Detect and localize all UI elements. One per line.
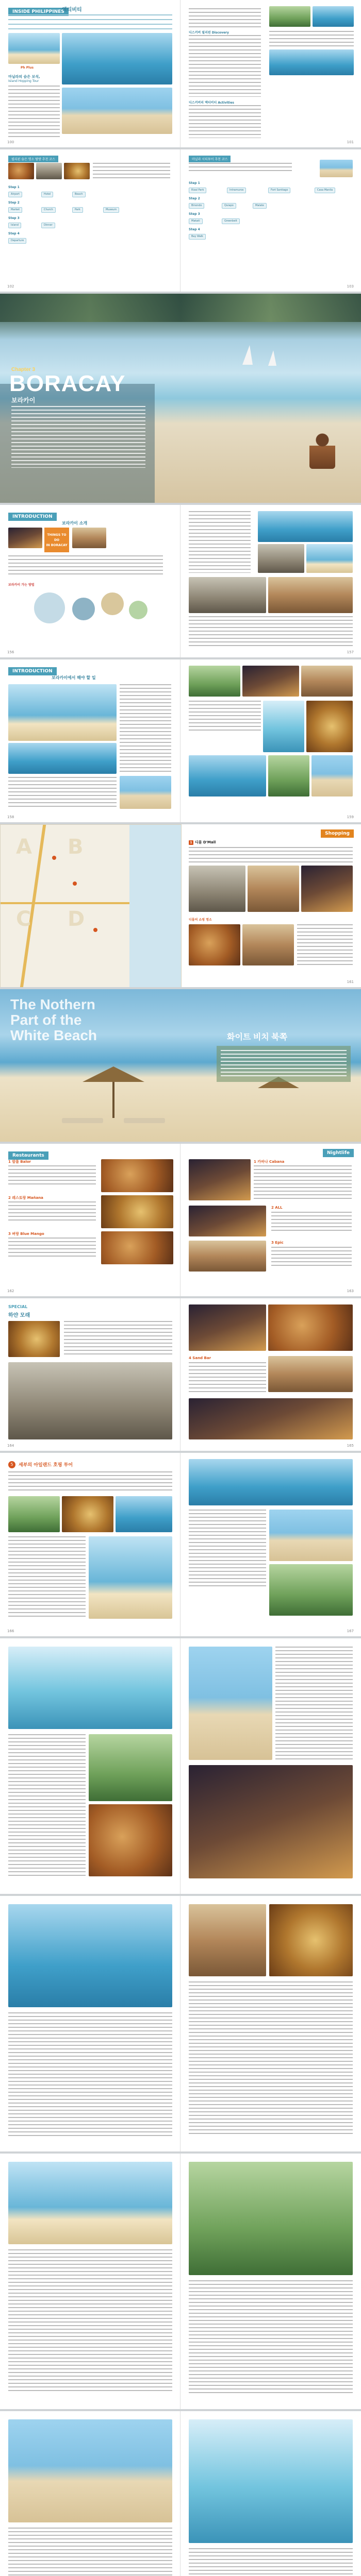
- plane-photo: [258, 511, 353, 542]
- page-number: 159: [347, 815, 354, 819]
- route-stop: Dinner: [41, 223, 55, 228]
- page-subtitle: 보라카이: [11, 397, 36, 404]
- lead-title: 마닐라의 숨은 보석,: [8, 75, 40, 79]
- terminal-photo: [258, 544, 304, 573]
- bar-photo: [189, 1398, 353, 1439]
- shop-photo: [189, 1904, 266, 1976]
- route-stop: Intramuros: [227, 188, 246, 193]
- step-1-label: Step 1: [8, 185, 20, 189]
- restaurant-desc: [8, 1238, 96, 1258]
- food-photo: [269, 1904, 353, 1976]
- page-left: [0, 505, 180, 657]
- section-header: INTRODUCTION: [8, 513, 57, 521]
- page-number: 158: [7, 815, 14, 819]
- market-photo: [36, 163, 62, 179]
- page-right: [180, 1896, 361, 2151]
- palm-photo: [268, 755, 309, 796]
- bar-title: 1 카바나 Cabana: [254, 1160, 285, 1164]
- club-photo: [189, 1304, 266, 1351]
- page-number: 166: [7, 1629, 14, 1633]
- bar-photo: [189, 1241, 266, 1272]
- cove-photo: [313, 6, 354, 27]
- page-left: [0, 2154, 180, 2409]
- spread-white-beach: [0, 989, 361, 1144]
- bar-desc: [271, 1247, 352, 1267]
- shop-desc-b: [297, 924, 353, 965]
- island-photo: [8, 1496, 60, 1532]
- route-stop: Casa Manila: [315, 188, 335, 193]
- col1-text-b: [189, 35, 261, 97]
- snorkel-photo: [269, 49, 354, 75]
- route-stop: Airport: [8, 192, 22, 197]
- intro-text: [221, 1050, 347, 1079]
- evening-photo: [189, 1765, 353, 1878]
- page-title: BORACAY: [9, 371, 126, 396]
- route-stop: Malate: [253, 203, 267, 209]
- spread-boracay-opener: [0, 294, 361, 505]
- garden-photo: [189, 666, 240, 697]
- page-left: [0, 1453, 180, 1636]
- island-photo: [189, 2162, 353, 2275]
- page-number: 163: [347, 1289, 354, 1293]
- spread-things-to-do: [0, 659, 361, 824]
- sunbed: [62, 1118, 103, 1123]
- page-left: [0, 2411, 180, 2576]
- stall-photo: [248, 866, 299, 912]
- bar-photo: [189, 1159, 251, 1200]
- shore-photo: [120, 776, 171, 809]
- map-letter: A: [16, 835, 32, 859]
- page-right: [180, 0, 361, 147]
- tour-text: [8, 1536, 86, 1619]
- body-text: [8, 2528, 172, 2576]
- restaurant-photo: [101, 1195, 173, 1228]
- body-text: [8, 1734, 86, 1878]
- plaza-photo: [320, 160, 353, 177]
- intro-text: [8, 14, 172, 30]
- pool-photo: [189, 2419, 353, 2543]
- special-text: [64, 1321, 172, 1357]
- page-right: [180, 824, 361, 987]
- step-3-label: Step 3: [189, 212, 200, 216]
- mall-photo: [189, 866, 245, 912]
- page-title: 세부의 아일랜드 호핑 투어: [19, 1463, 73, 1468]
- page-title: 액티비티: [62, 7, 82, 13]
- page-left: [0, 0, 180, 147]
- title-line-2: Part of the: [10, 1012, 82, 1028]
- restaurant-title: 3 벼랑 Blue Mango: [8, 1232, 44, 1236]
- restaurant-desc: [8, 1201, 96, 1222]
- page-left: [0, 149, 180, 292]
- route-stop: Island: [8, 223, 21, 228]
- course-desc: [189, 163, 292, 173]
- page-right: [180, 505, 361, 657]
- sunbed: [124, 1118, 165, 1123]
- page-left: [0, 1896, 180, 2151]
- bar-desc: [254, 1165, 352, 1201]
- section-header: INTRODUCTION: [8, 667, 57, 675]
- col1-text: [189, 8, 261, 29]
- page-number: 161: [347, 980, 354, 984]
- shop-desc: [189, 847, 353, 862]
- shop-photo: [242, 924, 294, 965]
- sunset-photo: [311, 755, 353, 796]
- lead-sub: Island Hopping Tour: [8, 79, 39, 83]
- spread-continued: [0, 2411, 361, 2576]
- massage-photo: [301, 666, 353, 697]
- hill-photo: [269, 6, 310, 27]
- book-cover: THINGS TO DO IN BORACAY: [44, 528, 69, 552]
- col1-text-c: [189, 105, 261, 138]
- page-left: [0, 1144, 180, 1296]
- boat-photo: [8, 2162, 172, 2244]
- market-photo: [72, 528, 106, 548]
- island-photo: [62, 88, 172, 134]
- boracay-map: [0, 824, 182, 988]
- page-right: [180, 2154, 361, 2409]
- page-right: [180, 2411, 361, 2576]
- page-right: [180, 149, 361, 292]
- opener-text: [11, 406, 145, 468]
- page-left: [0, 824, 180, 987]
- route-bubble: [34, 592, 65, 623]
- dish-photo: [89, 1804, 172, 1876]
- route-bubble: [101, 592, 124, 615]
- page-number: 101: [347, 140, 354, 144]
- route-stop: Bay Walk: [189, 234, 206, 240]
- page-number: 100: [7, 140, 14, 144]
- route-stop: Binondo: [189, 203, 204, 209]
- map-marker: [52, 856, 56, 860]
- section-header: Nightlife: [323, 1149, 354, 1157]
- route-stop: Departure: [8, 238, 26, 244]
- restaurant-title: 1 발롤 Balor: [8, 1160, 31, 1164]
- page-subtitle: 화이트 비치 북쪽: [227, 1033, 288, 1042]
- dish-photo: [64, 163, 90, 179]
- page-number: 102: [7, 284, 14, 289]
- food-photo: [8, 163, 34, 179]
- beach-photo: [8, 2419, 172, 2522]
- page-title: 보라카이 소개: [62, 521, 88, 526]
- spread-continued: [0, 1638, 361, 1896]
- restaurant-photo: [101, 1159, 173, 1192]
- map-marker: [93, 928, 97, 932]
- route-stop: Market: [8, 207, 22, 213]
- map-marker: [73, 882, 77, 886]
- shop-title: 1 디몰 D'Mall: [189, 840, 216, 845]
- outrigger-photo: [89, 1536, 172, 1619]
- page-right: [180, 1144, 361, 1296]
- section-red: 보라카이 가는 방법: [8, 583, 35, 587]
- bar-desc: [189, 1362, 266, 1393]
- route-stop: Makati: [189, 218, 203, 224]
- section-header: INSIDE PHILIPPINES: [8, 8, 69, 16]
- tricycle-photo: [189, 577, 266, 613]
- col1-text: [189, 1510, 266, 1587]
- page-number: 164: [7, 1444, 14, 1448]
- tips-text-b: [8, 777, 117, 808]
- spread-continued: [0, 1896, 361, 2154]
- page-number: 156: [7, 650, 14, 654]
- spa-photo: [263, 701, 304, 752]
- route-stop: Church: [41, 207, 56, 213]
- route-stop: Beach: [72, 192, 86, 197]
- title-line-3: White Beach: [10, 1027, 97, 1043]
- route-stop: Rizal Park: [189, 188, 206, 193]
- route-stop: Quiapo: [222, 203, 236, 209]
- section-header: Shopping: [321, 829, 354, 838]
- seafood-photo: [62, 1496, 113, 1532]
- spread-activity: [0, 0, 361, 149]
- bar-photo: [242, 666, 299, 697]
- chapter-label: Chapter 3: [11, 367, 36, 372]
- dining-photo: [268, 1304, 353, 1351]
- bar-title: 3 Epic: [271, 1241, 284, 1245]
- course-header: 필리핀 숨은 명소 탐방 추천 코스: [8, 156, 58, 162]
- step-3-label: Step 3: [8, 216, 20, 220]
- resort-photo: [8, 1647, 172, 1729]
- page-number: 167: [347, 1629, 354, 1633]
- route-bubble: [72, 598, 95, 620]
- shop-name: 디몰 D'Mall: [195, 840, 216, 844]
- bar-photo: [189, 1206, 266, 1236]
- garden-photo: [89, 1734, 172, 1801]
- boat-photo: [8, 33, 60, 64]
- page-number: 157: [347, 650, 354, 654]
- route-stop: Hotel: [41, 192, 53, 197]
- step-4-label: Step 4: [8, 232, 20, 235]
- page-left: [0, 1298, 180, 1451]
- ocean-photo: [8, 1904, 172, 2007]
- lounge-photo: [268, 1356, 353, 1392]
- reef-photo: [116, 1496, 172, 1532]
- sea-photo: [8, 743, 117, 774]
- step-4-label: Step 4: [189, 228, 200, 231]
- chapter-label: Ph Plus: [21, 66, 34, 70]
- page-number: 162: [7, 1289, 14, 1293]
- sail-boat: [242, 345, 253, 365]
- route-bubble: [129, 601, 147, 619]
- page-left: [0, 1638, 180, 1894]
- section-activities: 디스커버리 액티비티 Activities: [189, 101, 235, 105]
- alley-photo: [301, 866, 353, 912]
- lagoon-photo: [189, 1459, 353, 1505]
- cocktail-photo: [306, 701, 353, 752]
- sail-boat: [268, 350, 276, 366]
- section-discovery: 디스커버 필리핀 Discovery: [189, 31, 229, 35]
- step-1-label: Step 1: [189, 181, 200, 185]
- food-photo: [8, 1321, 60, 1357]
- bar-desc: [271, 1212, 352, 1232]
- col2-text: [189, 616, 353, 647]
- umbrella-pole: [112, 1082, 114, 1118]
- page-right: [180, 659, 361, 822]
- shop-photo: [189, 924, 240, 965]
- route-stop: Fort Santiago: [268, 188, 290, 193]
- shop-photo: [8, 528, 42, 548]
- beach-photo: [189, 1647, 272, 1760]
- page-number: 103: [347, 284, 354, 289]
- route-stop: Park: [72, 207, 83, 213]
- map-letter: B: [68, 835, 84, 859]
- spread-special: [0, 1298, 361, 1453]
- map-letter: C: [16, 907, 31, 931]
- restaurant-desc: [8, 1165, 96, 1186]
- section-header: Restaurants: [8, 1151, 48, 1160]
- route-stop: Greenbelt: [222, 218, 240, 224]
- sitting-person: [309, 433, 335, 469]
- section-spots: 디몰의 쇼핑 명소: [189, 918, 212, 922]
- intro-text: [8, 555, 163, 576]
- bar-title: 2 ALL: [271, 1206, 283, 1210]
- restaurant-photo: [101, 1231, 173, 1264]
- special-sub: 하얀 모래: [8, 1313, 30, 1318]
- sailboat-photo: [8, 684, 117, 741]
- map-sea: [129, 825, 181, 988]
- spread-restaurants: [0, 1144, 361, 1298]
- page-right: [180, 1638, 361, 1894]
- numbered-badge: 5: [8, 1461, 15, 1468]
- tips-text: [120, 684, 171, 772]
- spread-courses: [0, 149, 361, 294]
- col1-text: [189, 701, 261, 732]
- spread-island-hopping: [0, 1453, 361, 1638]
- intro-text: [8, 1471, 172, 1492]
- ferry-photo: [306, 544, 353, 573]
- step-2-label: Step 2: [8, 201, 20, 205]
- body-text: [8, 2012, 172, 2136]
- spread-continued: [0, 2154, 361, 2411]
- route-stop: Museum: [103, 207, 119, 213]
- body-text: [275, 1647, 353, 1760]
- spread-map-shopping: [0, 824, 361, 989]
- map-letter: D: [68, 907, 85, 931]
- beach-photo: [62, 33, 172, 84]
- title-line-1: The Nothern: [10, 996, 95, 1012]
- course-desc: [93, 163, 170, 179]
- sandbar-photo: [269, 1510, 353, 1561]
- page-title: 보라카이에서 해야 할 일: [52, 675, 96, 680]
- body-text: [189, 2548, 353, 2576]
- body-text: [189, 2280, 353, 2394]
- special-label: SPECIAL: [8, 1304, 28, 1309]
- islet-photo: [269, 1564, 353, 1616]
- course-header: 마닐라 시티투어 추천 코스: [189, 156, 231, 162]
- spread-introduction: [0, 505, 361, 659]
- diving-photo: [189, 755, 266, 796]
- palm-strip: [0, 294, 361, 322]
- page-number: 165: [347, 1444, 354, 1448]
- market-photo: [8, 1362, 172, 1439]
- page-left: [0, 659, 180, 822]
- body-text: [189, 1981, 353, 2136]
- step-2-label: Step 2: [189, 197, 200, 200]
- umbrella-icon: [83, 1066, 144, 1082]
- street-photo: [268, 577, 353, 613]
- col1-text: [189, 511, 251, 573]
- lead-text: [8, 86, 60, 137]
- bar-title: 4 Sand Bar: [189, 1356, 211, 1360]
- page-right: [180, 1298, 361, 1451]
- restaurant-title: 2 레스토랑 Mañana: [8, 1196, 43, 1200]
- page-right: [180, 1453, 361, 1636]
- col2-text: [269, 31, 354, 46]
- body-text: [8, 2249, 172, 2394]
